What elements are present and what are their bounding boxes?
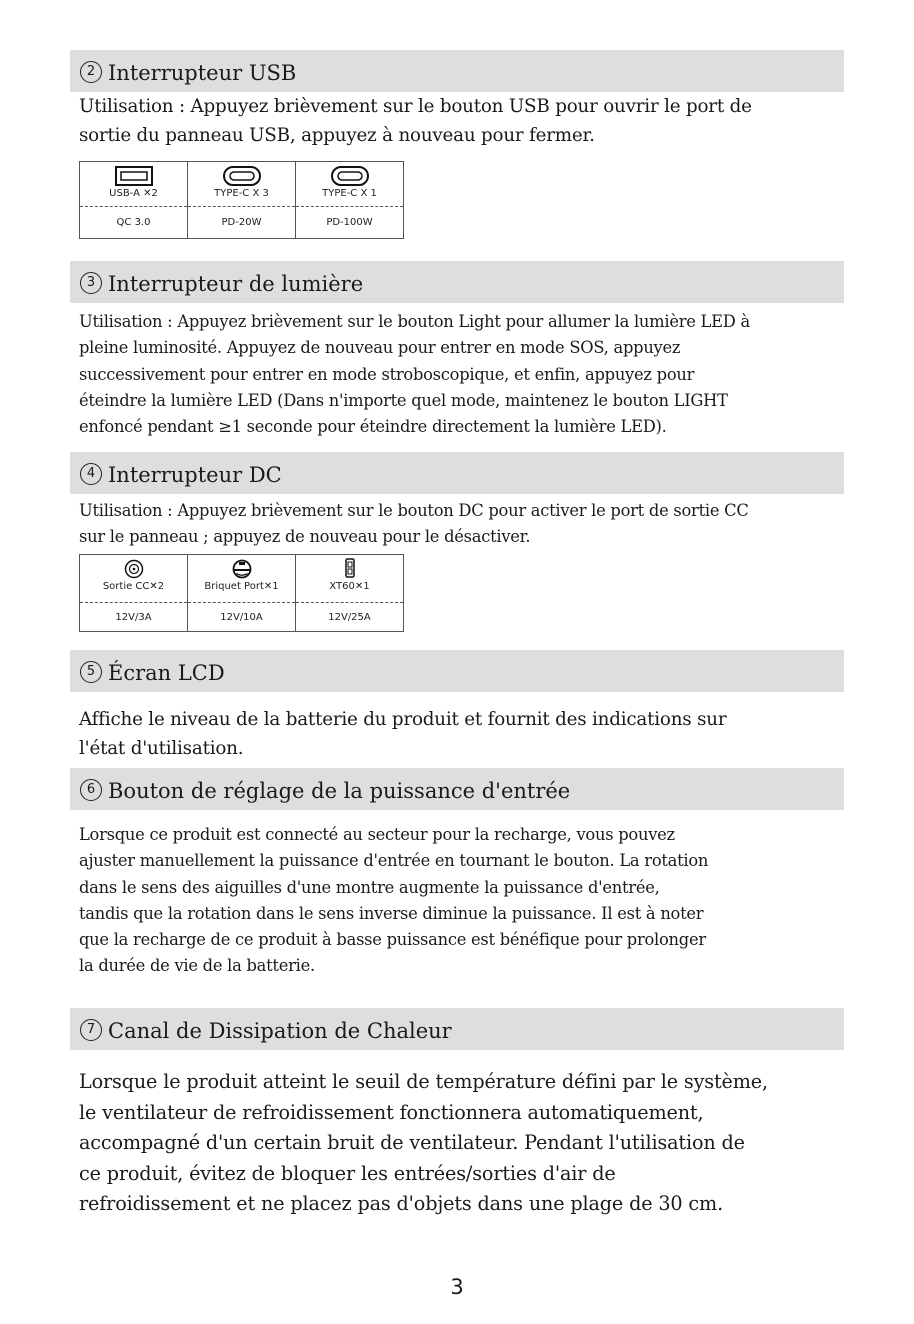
dc-switch-description: Utilisation : Appuyez brièvement sur le bouton DC pour activer le port de sortie CC sur le panneau ; appuyez de nouveau pour le désactiver. [79, 501, 749, 547]
heat-dissipation-description: Lorsque le produit atteint le seuil de température défini par le système, le ventilateur de refroidissement fonctionnera automatiquement, accompagné d'un certain bruit de ventilateur. Pendant l'utilisation de ce produit, évitez de bloquer les entrées/sorties d'air de refroidissement et ne placez pas d'objets dans une plage de 30 cm. [79, 1070, 768, 1215]
section-title: Interrupteur DC [108, 463, 282, 487]
section-number: 6 [80, 779, 102, 801]
usb-switch-description: Utilisation : Appuyez brièvement sur le bouton USB pour ouvrir le port de sortie du panneau USB, appuyez à nouveau pour fermer. [79, 96, 752, 146]
car-lighter-port-icon [229, 555, 255, 581]
section-header-heat-dissipation [70, 1008, 844, 1050]
section-header-light-switch [70, 261, 844, 303]
port-label: Briquet Port✕1 [204, 581, 279, 592]
usb-port-cell [296, 162, 404, 207]
section-header-lcd-screen [70, 650, 844, 692]
section-title: Canal de Dissipation de Chaleur [108, 1019, 452, 1043]
port-label: USB-A ✕2 [109, 188, 158, 199]
port-spec: 12V/10A [188, 603, 296, 632]
section-number: 2 [80, 61, 102, 83]
dc-port-table [79, 554, 404, 632]
section-header-input-power-knob [70, 768, 844, 810]
section-header-usb-switch [70, 50, 844, 92]
usb-c-port-icon [330, 162, 370, 188]
port-spec: PD-20W [188, 207, 296, 239]
usb-c-port-icon [222, 162, 262, 188]
usb-port-table [79, 161, 404, 239]
port-label: TYPE-C X 3 [214, 188, 269, 199]
lcd-screen-description: Affiche le niveau de la batterie du produit et fournit des indications sur l'état d'utilisation. [79, 709, 727, 759]
input-power-knob-description: Lorsque ce produit est connecté au secteur pour la recharge, vous pouvez ajuster manuellement la puissance d'entrée en tournant le bouton. La rotation dans le sens des aiguilles d'une montre augmente la puissance d'entrée, tandis que la rotation dans le sens inverse diminue la puissance. Il est à noter que la recharge de ce produit à basse puissance est bénéfique pour prolonger la durée de vie de la batterie. [79, 825, 709, 976]
usb-port-cell [188, 162, 296, 207]
port-label: TYPE-C X 1 [322, 188, 377, 199]
port-spec: QC 3.0 [80, 207, 188, 239]
xt60-port-icon [337, 555, 363, 581]
section-number: 4 [80, 463, 102, 485]
dc-port-cell [296, 555, 404, 603]
dc-port-cell [80, 555, 188, 603]
port-spec: 12V/3A [80, 603, 188, 632]
section-title: Interrupteur USB [108, 61, 297, 85]
section-title: Bouton de réglage de la puissance d'entrée [108, 779, 571, 803]
port-spec: 12V/25A [296, 603, 404, 632]
section-number: 7 [80, 1019, 102, 1041]
section-title: Interrupteur de lumière [108, 272, 364, 296]
usb-a-port-icon [114, 162, 154, 188]
section-title: Écran LCD [108, 661, 225, 685]
page-number: 3 [450, 1275, 464, 1299]
port-spec: PD-100W [296, 207, 404, 239]
section-number: 5 [80, 661, 102, 683]
section-header-dc-switch [70, 452, 844, 494]
light-switch-description: Utilisation : Appuyez brièvement sur le bouton Light pour allumer la lumière LED à pleine luminosité. Appuyez de nouveau pour entrer en mode SOS, appuyez successivement pour entrer en mode stroboscopique, et enfin, appuyez pour éteindre la lumière LED (Dans n'importe quel mode, maintenez le bouton LIGHT enfoncé pendant ≥1 seconde pour éteindre directement la lumière LED). [79, 312, 750, 437]
section-number: 3 [80, 272, 102, 294]
port-label: Sortie CC✕2 [102, 581, 165, 592]
port-label: XT60✕1 [329, 581, 370, 592]
usb-port-cell [80, 162, 188, 207]
dc-port-cell [188, 555, 296, 603]
dc-barrel-port-icon [121, 555, 147, 581]
